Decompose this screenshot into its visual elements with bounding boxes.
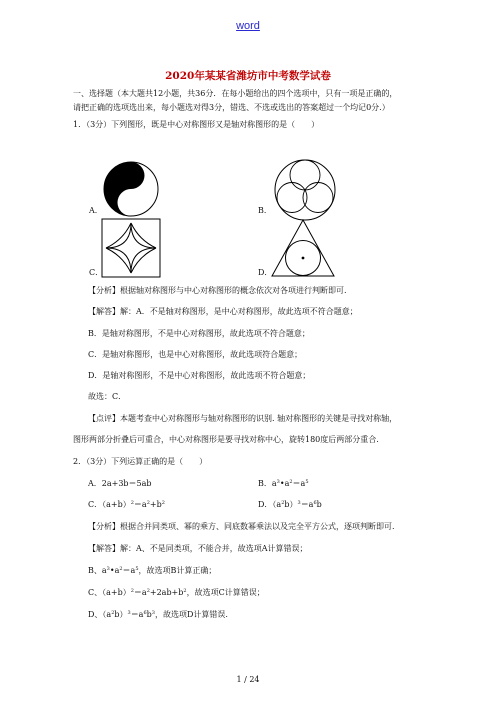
q2-option-d: D．$(a^2b)^3=a^6b$: [258, 500, 322, 509]
q2-solution-c: C、$(a+b)^2=a^2+2ab+b^2$，故选项C计算错误；: [88, 588, 265, 597]
figure-a-yinyang: [102, 160, 160, 218]
figure-d-triangle-incircle: [270, 218, 336, 278]
page-title: 2020年某某省潍坊市中考数学试卷: [165, 70, 331, 82]
figure-c-star-in-square: [101, 218, 161, 278]
q2-solution-b: B、$a^3•a^2=a^5$，故选项B计算正确；: [88, 566, 217, 575]
q1-label-a: A．: [89, 206, 103, 215]
header-word-link[interactable]: word: [236, 20, 260, 32]
page-total: 24: [249, 675, 260, 684]
page-separator: /: [244, 675, 247, 684]
figure-b-three-petals: [273, 158, 337, 222]
q1-label-c: C．: [89, 268, 104, 277]
q1-solution-b: B．是轴对称图形，不是中心对称图形，故此选项不符合题意；: [88, 329, 310, 338]
q2-stem: 2．（3分）下列运算正确的是（ ）: [73, 457, 208, 466]
q1-label-b: B．: [258, 206, 272, 215]
q1-analysis: 【分析】根据轴对称图形与中心对称图形的概念依次对各项进行判断即可.: [88, 286, 347, 295]
section-intro-line-1: 一、选择题（本大题共12小题，共36分．在每小题给出的四个选项中，只有一项是正确的，: [73, 89, 398, 98]
q1-label-d: D．: [258, 268, 273, 277]
q1-solution-d: D．是轴对称图形，不是中心对称图形，故此选项不符合题意；: [88, 371, 311, 380]
q1-answer: 故选：C．: [88, 392, 127, 401]
q2-option-c: C．$(a+b)^2=a^2+b^2$: [88, 500, 165, 509]
q1-comment-line-1: 【点评】本题考查中心对称图形与轴对称图形的识别. 轴对称图形的关键是寻找对称轴，: [88, 414, 398, 423]
q2-option-b: B．$a^3•a^2=a^5$: [258, 479, 309, 488]
q1-solution-c: C．是轴对称图形，也是中心对称图形，故此选项符合题意；: [88, 350, 303, 359]
q2-solution-a: 【解答】解：A、不是同类项，不能合并，故选项A计算错误；: [88, 544, 308, 553]
q1-stem: 1．（3分）下列图形，既是中心对称图形又是轴对称图形的是（ ）: [73, 120, 320, 129]
q2-solution-d: D、$(a^2b)^3=a^6b^3$，故选项D计算错误.: [88, 610, 228, 619]
section-intro-line-2: 请把正确的选项选出来，每小题选对得3分，错选、不选或选出的答案超过一个均记0分.）: [73, 103, 390, 112]
q2-analysis: 【分析】根据合并同类项、幂的乘方、同底数幂乘法以及完全平方公式，逐项判断即可.: [88, 522, 395, 531]
page-footer: [0, 675, 496, 684]
page-number: 1: [236, 675, 242, 684]
q1-comment-line-2: 图形两部分折叠后可重合，中心对称图形是要寻找对称中心，旋转180度后两部分重合.: [73, 435, 379, 444]
q2-option-a: A．2a+3b＝5ab: [88, 479, 152, 488]
q1-solution-a: 【解答】解：A．不是轴对称图形，是中心对称图形，故此选项不符合题意；: [88, 307, 358, 316]
